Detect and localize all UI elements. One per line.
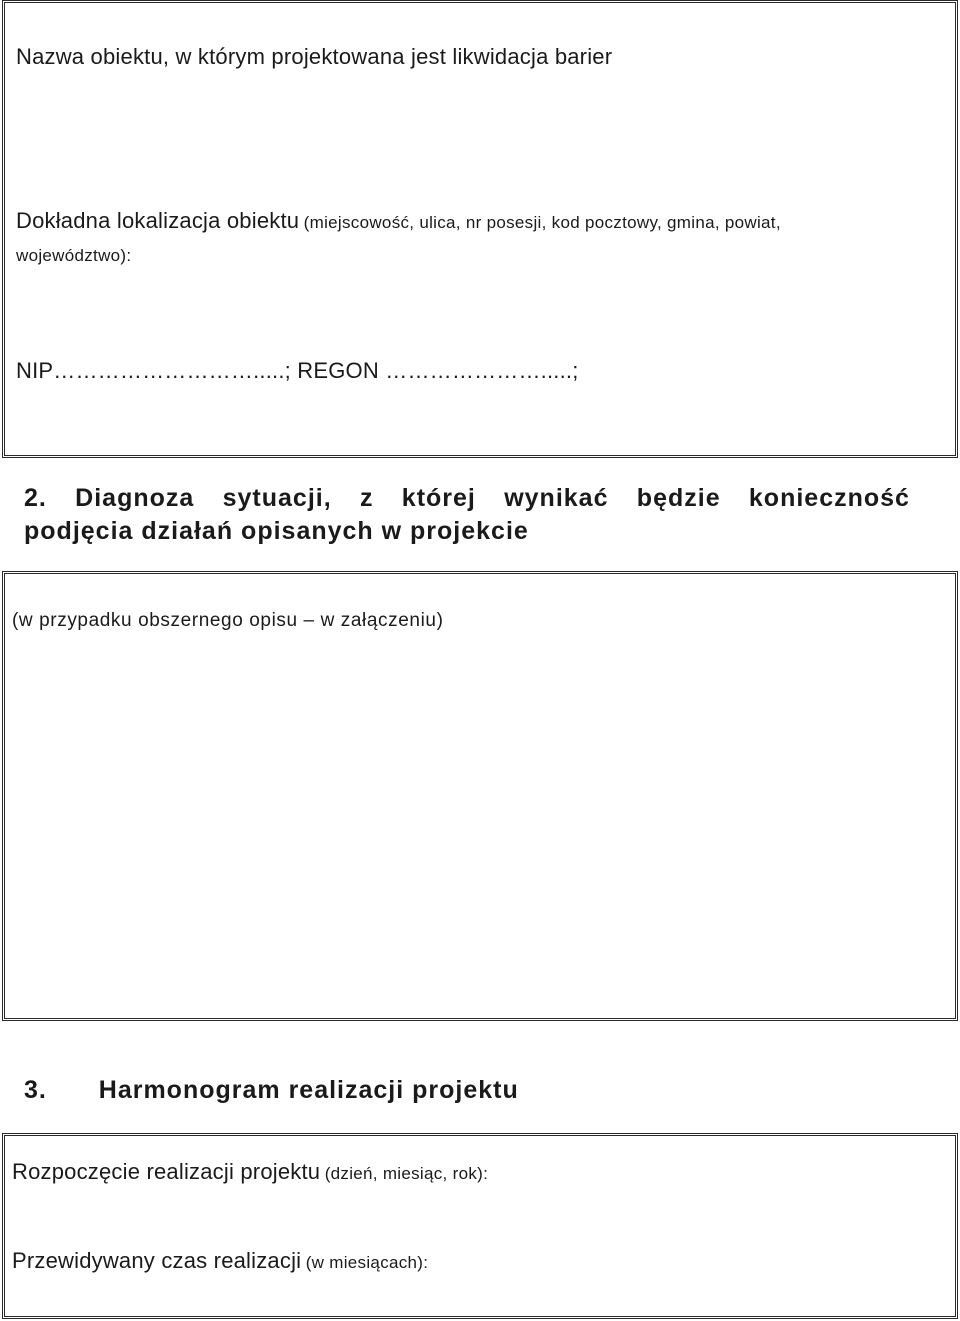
heading-word: będzie [636, 484, 721, 512]
location-hint: (miejscowość, ulica, nr posesji, kod pocztowy, gmina, powiat, [303, 213, 781, 232]
heading-word: sytuacji, [222, 484, 332, 512]
heading-word: Diagnoza [75, 484, 195, 512]
nip-regon-line [16, 358, 579, 384]
start-date-label: Rozpoczęcie realizacji projektu [12, 1159, 321, 1184]
start-date-hint: (dzień, miesiąc, rok): [324, 1164, 489, 1183]
duration-label: Przewidywany czas realizacji [12, 1248, 302, 1273]
heading-word: wynikać [504, 484, 609, 512]
heading-word: z [359, 484, 374, 512]
schedule-heading-text: Harmonogram realizacji projektu [98, 1076, 519, 1104]
diagnosis-heading-line1 [24, 484, 910, 513]
nip-label: NIP [16, 358, 54, 383]
regon-label: ; REGON [284, 358, 379, 383]
object-name-label: Nazwa obiektu, w którym projektowana jest likwidacja barier [16, 44, 613, 69]
section-number: 2. [24, 484, 47, 512]
diagnosis-note: (w przypadku obszernego opisu – w załączeniu) [12, 610, 444, 631]
heading-word: której [401, 484, 476, 512]
duration-line[interactable] [12, 1248, 428, 1274]
location-label-line [16, 208, 781, 234]
regon-terminator: ; [572, 358, 579, 383]
diagnosis-box[interactable] [2, 571, 958, 1021]
nip-field[interactable]: ………………………..... [53, 358, 285, 383]
regon-field[interactable]: …………………..... [385, 358, 573, 383]
location-hint-continued: województwo): [16, 246, 132, 265]
diagnosis-heading-line2: podjęcia działań opisanych w projekcie [24, 517, 529, 545]
location-label: Dokładna lokalizacja obiektu [16, 208, 300, 233]
schedule-heading [24, 1076, 519, 1105]
heading-word: konieczność [748, 484, 910, 512]
duration-hint: (w miesiącach): [305, 1253, 429, 1272]
section-number: 3. [24, 1076, 47, 1104]
start-date-line[interactable] [12, 1159, 488, 1185]
